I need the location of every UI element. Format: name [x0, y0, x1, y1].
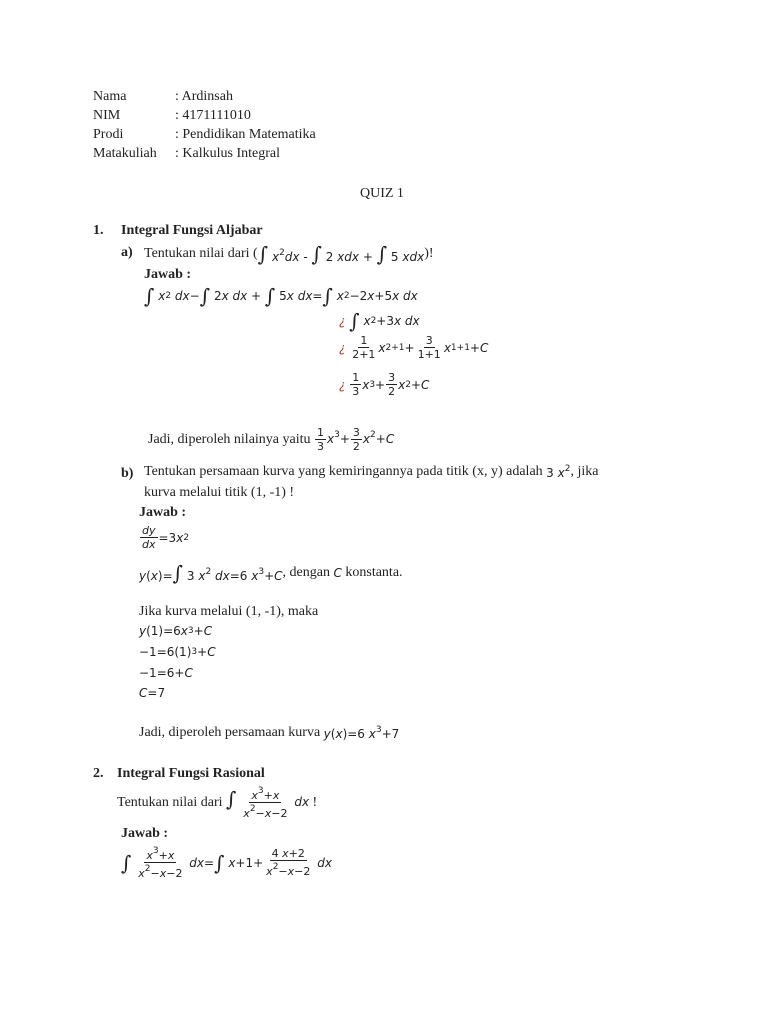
equation-yx: y(x)=∫ 3 $x^2$ dx=6 $x^3+C$ , dengan C konstanta.: [139, 561, 403, 585]
equation-line-4: ¿ $\frac{1}{3}$ x 3 + $\frac{3}{2}$ x 2 + C: [339, 371, 430, 398]
label-matakuliah: Matakuliah: [93, 146, 157, 161]
conclusion-1b-text: Jadi, diperoleh persamaan kurva: [139, 725, 321, 740]
equation-line-2: ¿ ∫ x 2 +3 x dx: [339, 309, 420, 333]
section1-number: 1.: [93, 223, 104, 238]
equation-rational: ∫ $\frac{x^3+x}{x^2-x-2}$ dx = ∫ x +1+ $\frac{4 x+2}{x^2-x-2}$ dx: [121, 846, 332, 880]
question-2-text-end: !: [312, 794, 318, 810]
section2-heading: Integral Fungsi Rasional: [117, 766, 265, 781]
label-nama: Nama: [93, 89, 127, 104]
label-nim: NIM: [93, 108, 121, 123]
section2-question: [117, 785, 317, 820]
question-1b-text-end: , jika: [570, 464, 599, 479]
question-text-end: )!: [424, 246, 434, 261]
constant-text-end: konstanta.: [345, 565, 403, 580]
constant-text: , dengan: [282, 565, 330, 580]
jawab-label-1b: Jawab :: [139, 505, 187, 520]
jawab-label-2: Jawab :: [121, 826, 169, 841]
section1b-question-line2: kurva melalui titik (1, -1) !: [144, 485, 295, 500]
question-2-expression: ∫ $\frac{x^3+x}{x^2-x-2}$ dx: [226, 786, 310, 820]
conclusion-1b-expression: y(x)=6 $x^3+7$: [323, 725, 400, 741]
section1a-question: [144, 242, 434, 266]
question-1b-expression: 3 $x^2$: [546, 464, 571, 480]
page-title: QUIZ 1: [360, 186, 404, 201]
equation-line-1: ∫ x 2 dx − ∫ 2 x dx + ∫ 5 x dx = ∫ x 2 −2 x +5 x dx: [144, 284, 418, 308]
conclusion-1a-text: Jadi, diperoleh nilainya yaitu: [148, 431, 311, 447]
jawab-label-1a: Jawab :: [144, 267, 192, 282]
question-expression: ∫ $x^2dx$ - ∫ 2 xdx + ∫ 5 xdx: [257, 242, 425, 266]
conclusion-1a-expression: $\frac{1}{3}$ $x^3+$ $\frac{3}{2}$ $x^2+C$: [317, 426, 395, 453]
question-2-text: Tentukan nilai dari: [117, 794, 223, 810]
section1-heading: Integral Fungsi Aljabar: [121, 223, 263, 238]
equation-dydx: $\frac{dy}{dx}$ =3 x 2: [142, 524, 190, 551]
equation-y1: y (1)=6 x 3 + C: [139, 624, 213, 638]
conclusion-1b: [139, 725, 399, 741]
section1a-label: a): [121, 245, 133, 260]
value-nama: : Ardinsah: [175, 89, 233, 104]
equation-simplify: −1=6+ C: [139, 666, 193, 680]
value-prodi: : Pendidikan Matematika: [175, 127, 316, 142]
section2-number: 2.: [93, 766, 104, 781]
equation-line-3: ¿ $\frac{1}{2+1}$ x 2+1 + $\frac{3}{1+1}$ x 1+1 + C: [339, 334, 489, 361]
through-point-text: Jika kurva melalui (1, -1), maka: [139, 604, 319, 619]
label-prodi: Prodi: [93, 127, 124, 142]
value-nim: : 4171111010: [175, 108, 251, 123]
equation-substitute: −1=6(1) 3 + C: [139, 645, 216, 659]
value-matakuliah: : Kalkulus Integral: [175, 146, 280, 161]
conclusion-1a: [148, 426, 394, 453]
section1b-question-line1: [144, 464, 598, 480]
question-text: Tentukan nilai dari (: [144, 246, 258, 261]
equation-constant: C =7: [139, 686, 166, 700]
question-1b-text: Tentukan persamaan kurva yang kemiringannya pada titik (x, y) adalah: [144, 464, 543, 479]
section1b-label: b): [121, 466, 134, 481]
